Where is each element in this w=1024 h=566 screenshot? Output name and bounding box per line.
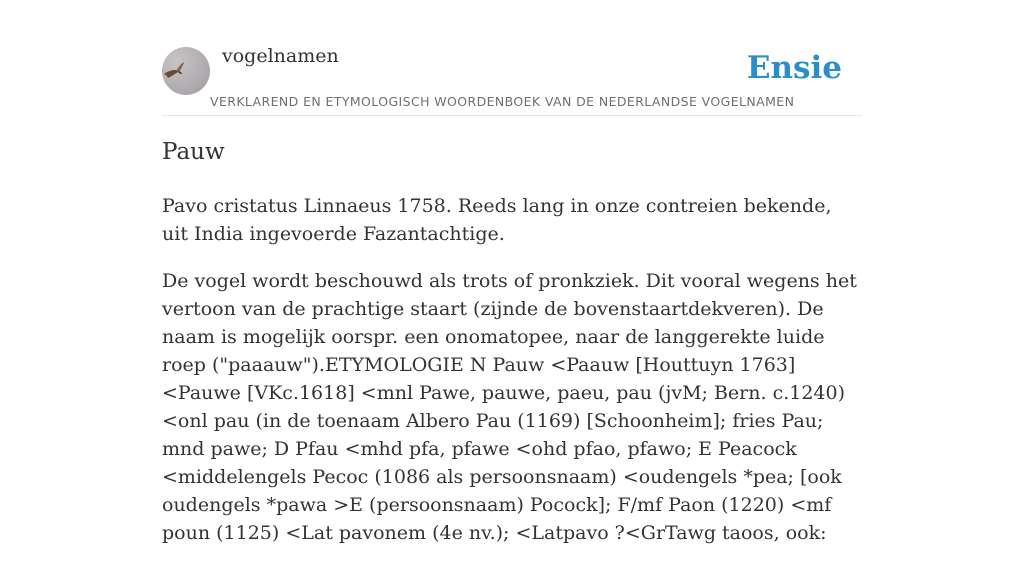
article-intro-paragraph: Pavo cristatus Linnaeus 1758. Reeds lang in onze contreien bekende, uit India ingevoerde Fazantachtige.: [162, 195, 832, 245]
page-title: Pauw: [162, 139, 225, 165]
article-body: [162, 192, 862, 566]
header-divider: [162, 115, 862, 116]
avatar[interactable]: [162, 47, 210, 95]
article-etymology-paragraph: De vogel wordt beschouwd als trots of pronkziek. Dit vooral wegens het vertoon van de prachtige staart (zijnde de bovenstaartdekveren). De naam is mogelijk oorspr. een onomatopee, naar de langgerekte luide roep ("paaauw").ETYMOLOGIE N Pauw <Paauw [Houttuyn 1763] <Pauwe [VKc.1618] <mnl Pawe, pauwe, paeu, pau (jvM; Bern. c.1240) <onl pau (in de toenaam Albero Pau (1169) [Schoonheim]; fries Pau; mnd pawe; D Pfau <mhd pfa, pfawe <ohd pfao, pfawo; E Peacock <middelengels Pecoc (1086 als persoonsnaam) <oudengels *pea; [ook oudengels *pawa >E (persoonsnaam) Pocock]; F/mf Paon (1220) <mf poun (1125) <Lat pavonem (4e nv.); <Latpavo ?<GrTawg taoos, ook:: [162, 270, 857, 544]
site-subtitle: VERKLAREND EN ETYMOLOGISCH WOORDENBOEK VAN DE NEDERLANDSE VOGELNAMEN: [210, 94, 795, 109]
bird-icon: [162, 47, 210, 95]
site-name[interactable]: vogelnamen: [222, 45, 339, 67]
ensie-logo[interactable]: Ensie: [746, 50, 842, 86]
